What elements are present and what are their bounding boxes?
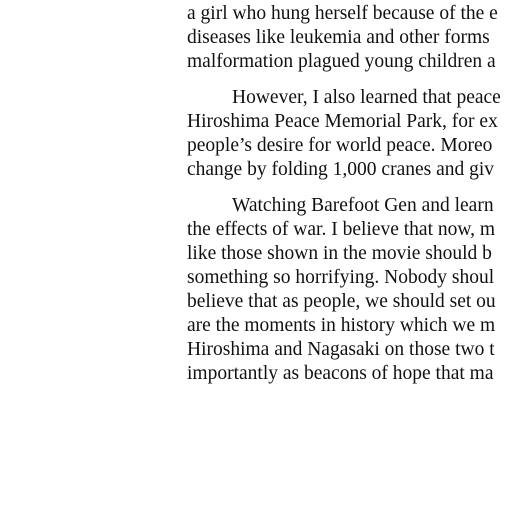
text-line: something so horrifying. Nobody shoul bbox=[187, 267, 495, 288]
text-line: believe that as people, we should set ou bbox=[187, 291, 496, 312]
text-line: However, I also learned that peace bbox=[232, 87, 501, 108]
text-line: malformation plagued young children a bbox=[187, 51, 496, 72]
text-line: Hiroshima Peace Memorial Park, for ex bbox=[187, 111, 498, 132]
text-line: Watching Barefoot Gen and learn bbox=[232, 195, 494, 216]
text-line: are the moments in history which we m bbox=[187, 315, 496, 336]
essay-text bbox=[187, 2, 512, 398]
paragraph-1 bbox=[187, 2, 512, 74]
text-line: diseases like leukemia and other forms bbox=[187, 27, 490, 48]
paragraph-3 bbox=[187, 194, 512, 386]
text-line: importantly as beacons of hope that ma bbox=[187, 363, 494, 384]
text-line: the effects of war. I believe that now, m bbox=[187, 219, 496, 240]
text-line: people’s desire for world peace. Moreo bbox=[187, 135, 493, 156]
text-line: a girl who hung herself because of the e bbox=[187, 3, 498, 24]
text-line: change by folding 1,000 cranes and giv bbox=[187, 159, 495, 180]
text-line: like those shown in the movie should b bbox=[187, 243, 492, 264]
text-line: Hiroshima and Nagasaki on those two t bbox=[187, 339, 495, 360]
paragraph-2 bbox=[187, 86, 512, 182]
